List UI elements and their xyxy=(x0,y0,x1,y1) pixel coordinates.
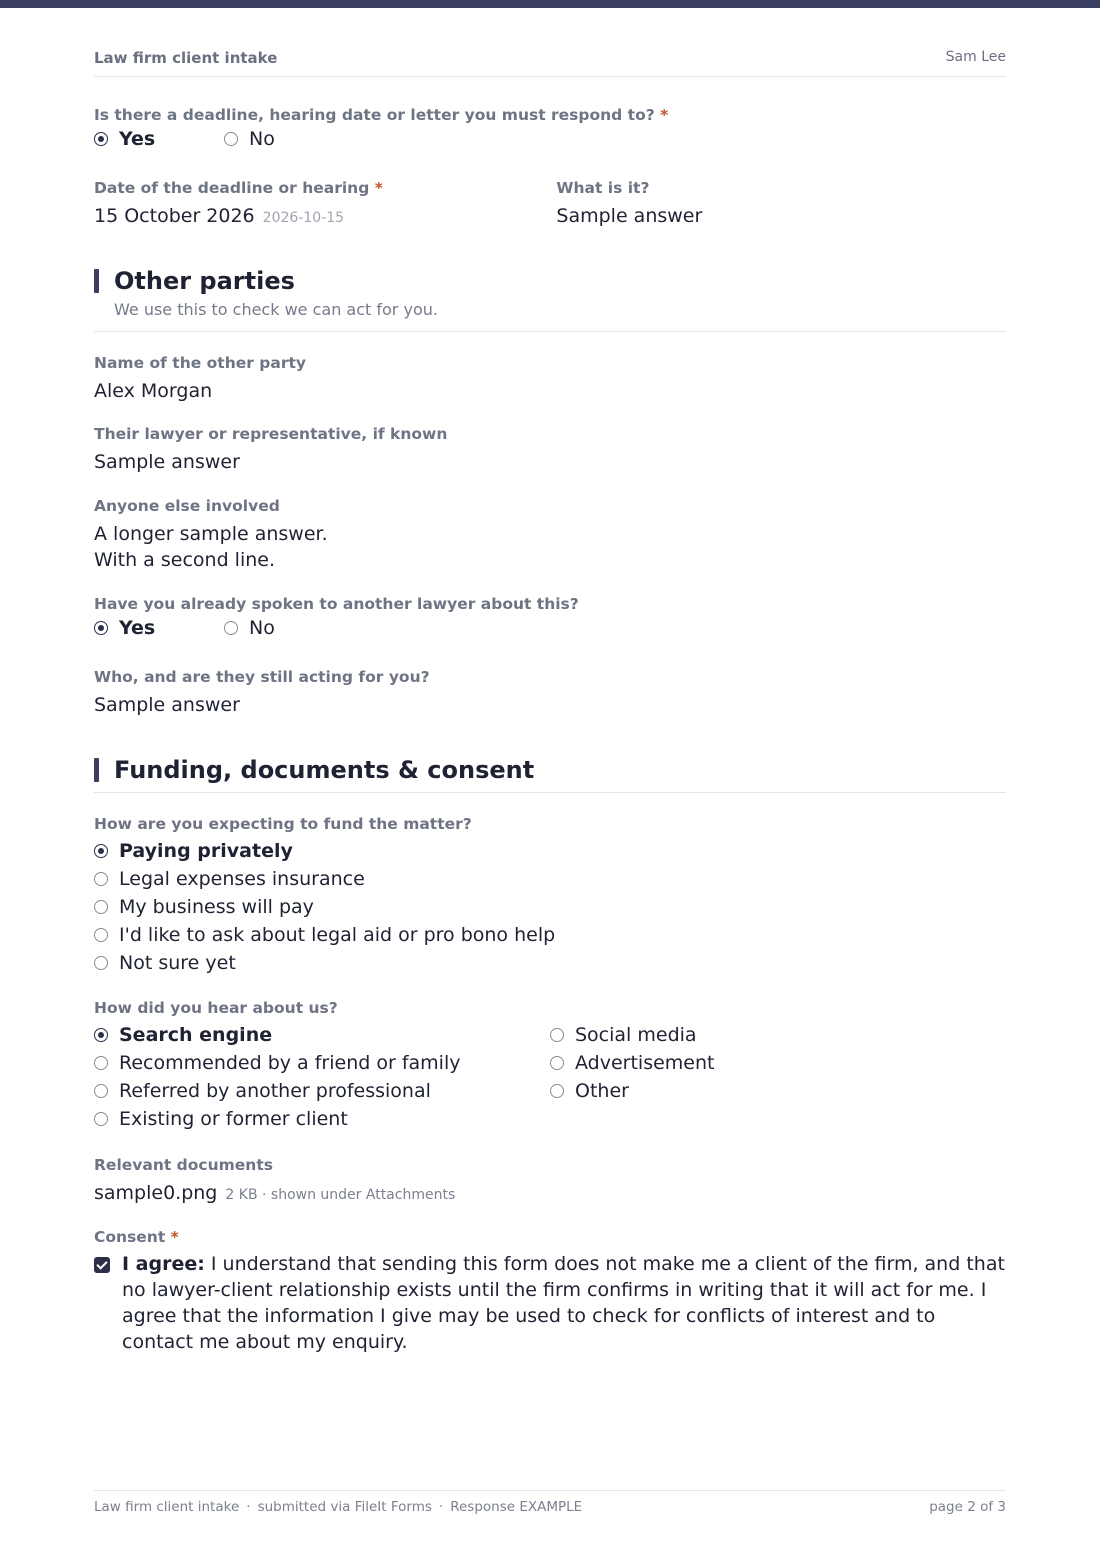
spoken-label: Have you already spoken to another lawyer about this? xyxy=(94,595,579,613)
radio-selected-icon xyxy=(94,132,108,146)
who-field xyxy=(94,667,430,718)
anyone-else-line: With a second line. xyxy=(94,549,275,571)
hear-label: How did you hear about us? xyxy=(94,999,338,1017)
fund-option[interactable]: I'd like to ask about legal aid or pro bono help xyxy=(94,921,555,949)
deadline-date-value: 15 October 2026 xyxy=(94,205,255,227)
fund-options xyxy=(94,837,555,977)
radio-empty-icon xyxy=(224,621,238,635)
hear-option[interactable]: Advertisement xyxy=(550,1049,1006,1077)
consent-lead: I agree: xyxy=(122,1253,205,1275)
document-footer xyxy=(94,1490,1006,1521)
deadline-what-label: What is it? xyxy=(556,179,650,197)
documents-label: Relevant documents xyxy=(94,1156,273,1174)
radio-empty-icon xyxy=(94,900,108,914)
fund-option[interactable]: Legal expenses insurance xyxy=(94,865,555,893)
who-label: Who, and are they still acting for you? xyxy=(94,668,430,686)
consent-field xyxy=(94,1227,1006,1355)
section-title: Funding, documents & consent xyxy=(114,756,535,784)
consent-body: I understand that sending this form does not make me a client of the firm, and that no lawyer-client relationship exists until the firm confirms in writing that it will act for me. I agree that the information I give may be used to check for conflicts of interest and to contact me about my enquiry. xyxy=(122,1253,1005,1353)
page-number: page 2 of 3 xyxy=(929,1499,1006,1515)
section-title: Other parties xyxy=(114,267,295,295)
fund-option[interactable]: Not sure yet xyxy=(94,949,555,977)
attachment-link[interactable]: sample0.png xyxy=(94,1182,218,1204)
other-party-value: Alex Morgan xyxy=(94,380,213,402)
section-other-parties xyxy=(94,266,1006,332)
radio-empty-icon xyxy=(94,1056,108,1070)
hear-option[interactable]: Search engine xyxy=(94,1021,550,1049)
spoken-question xyxy=(94,594,579,642)
hear-option[interactable]: Referred by another professional xyxy=(94,1077,550,1105)
section-subtitle: We use this to check we can act for you. xyxy=(114,300,438,319)
deadline-what-value: Sample answer xyxy=(556,205,703,227)
hear-question xyxy=(94,998,1006,1133)
radio-empty-icon xyxy=(94,1084,108,1098)
anyone-else-value xyxy=(94,521,328,573)
respondent-name: Sam Lee xyxy=(945,49,1006,65)
hear-option[interactable]: Existing or former client xyxy=(94,1105,550,1133)
section-marker xyxy=(94,758,99,782)
other-party-field xyxy=(94,353,306,404)
hear-options xyxy=(94,1021,1006,1133)
document-header xyxy=(94,48,1006,77)
who-value: Sample answer xyxy=(94,694,240,716)
other-party-label: Name of the other party xyxy=(94,354,306,372)
hear-option[interactable]: Recommended by a friend or family xyxy=(94,1049,550,1077)
deadline-date-iso: 2026-10-15 xyxy=(262,210,345,226)
deadline-option-yes[interactable]: Yes xyxy=(94,125,224,153)
deadline-options xyxy=(94,125,668,153)
section-marker xyxy=(94,269,99,293)
hear-option[interactable]: Other xyxy=(550,1077,1006,1105)
radio-selected-icon xyxy=(94,1028,108,1042)
deadline-question xyxy=(94,105,668,153)
deadline-option-no[interactable]: No xyxy=(224,125,354,153)
top-accent-bar xyxy=(0,0,1100,8)
fund-option[interactable]: Paying privately xyxy=(94,837,555,865)
anyone-else-field xyxy=(94,496,328,573)
hear-option[interactable]: Social media xyxy=(550,1021,1006,1049)
fund-option[interactable]: My business will pay xyxy=(94,893,555,921)
deadline-details xyxy=(94,178,1006,231)
spoken-options xyxy=(94,614,579,642)
deadline-question-label: Is there a deadline, hearing date or letter you must respond to? * xyxy=(94,106,669,124)
deadline-date-field: Date of the deadline or hearing * 15 October 2026 2026-10-15 xyxy=(94,179,383,227)
fund-label: How are you expecting to fund the matter? xyxy=(94,815,472,833)
radio-selected-icon xyxy=(94,844,108,858)
footer-info: Law firm client intake · submitted via FileIt Forms · Response EXAMPLE xyxy=(94,1499,583,1515)
section-funding xyxy=(94,755,1006,793)
radio-empty-icon xyxy=(550,1084,564,1098)
footer-response: Response EXAMPLE xyxy=(450,1499,583,1515)
form-title: Law firm client intake xyxy=(94,49,278,67)
footer-submitted: submitted via FileIt Forms xyxy=(257,1499,432,1515)
attachment-meta: 2 KB · shown under Attachments xyxy=(225,1187,456,1203)
radio-empty-icon xyxy=(94,928,108,942)
spoken-option-no[interactable]: No xyxy=(224,614,354,642)
consent-checkbox-checked-icon[interactable] xyxy=(94,1257,110,1273)
fund-question xyxy=(94,814,555,977)
consent-label: Consent * xyxy=(94,1228,179,1246)
radio-empty-icon xyxy=(550,1056,564,1070)
radio-empty-icon xyxy=(94,872,108,886)
deadline-what-field xyxy=(556,178,1006,231)
lawyer-value: Sample answer xyxy=(94,451,240,473)
lawyer-field xyxy=(94,424,447,475)
anyone-else-label: Anyone else involved xyxy=(94,497,280,515)
footer-form-name: Law firm client intake xyxy=(94,1499,240,1515)
lawyer-label: Their lawyer or representative, if known xyxy=(94,425,448,443)
consent-text xyxy=(122,1251,1006,1355)
radio-empty-icon xyxy=(550,1028,564,1042)
radio-selected-icon xyxy=(94,621,108,635)
anyone-else-line: A longer sample answer. xyxy=(94,523,328,545)
radio-empty-icon xyxy=(224,132,238,146)
radio-empty-icon xyxy=(94,1112,108,1126)
radio-empty-icon xyxy=(94,956,108,970)
spoken-option-yes[interactable]: Yes xyxy=(94,614,224,642)
documents-field xyxy=(94,1155,455,1208)
